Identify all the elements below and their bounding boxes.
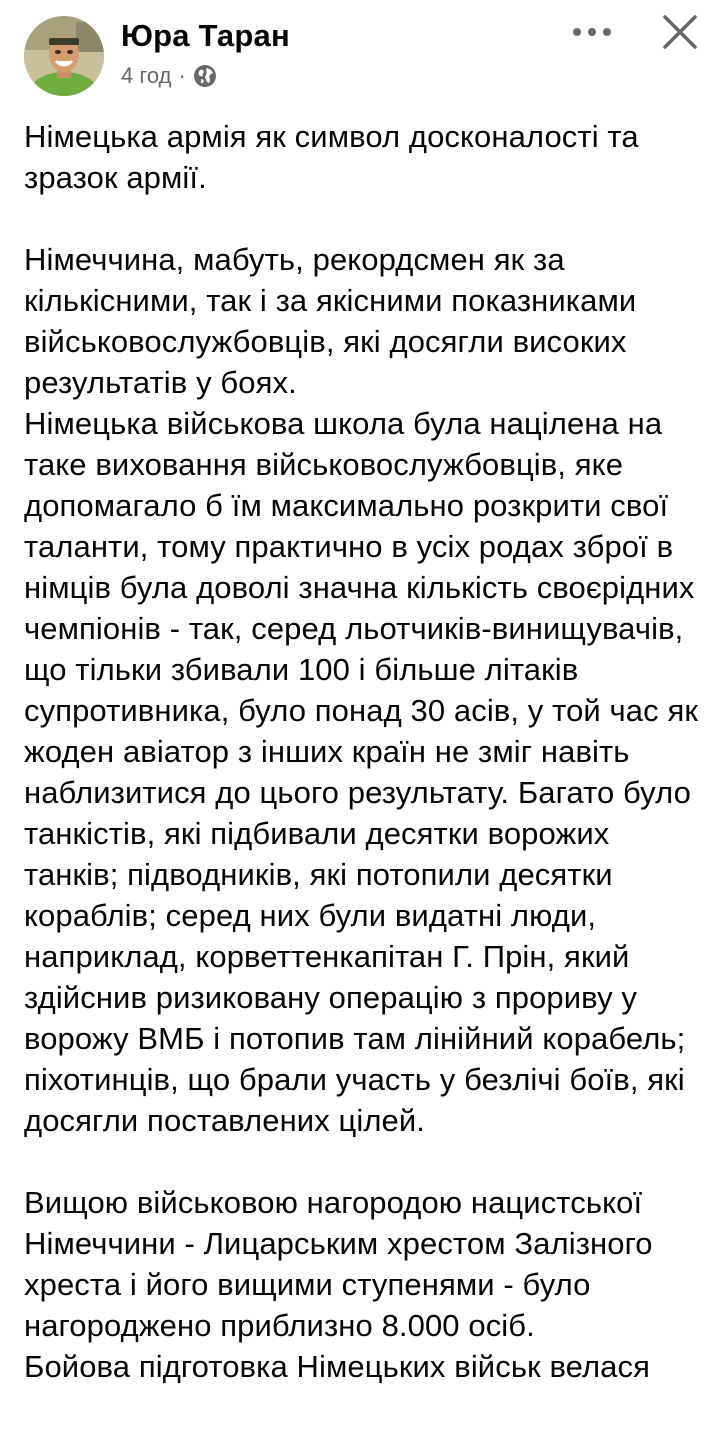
close-button[interactable] bbox=[654, 8, 706, 56]
author-name[interactable]: Юра Таран bbox=[121, 18, 290, 53]
post-paragraph: Німецька армія як символ досконалості та зразок армії. bbox=[24, 119, 639, 195]
post-meta bbox=[121, 60, 217, 92]
post-paragraph: Німеччина, мабуть, рекордсмен як за кількісними, так і за якісними показниками військовослужбовців, які досягли високих результатів у боях. bbox=[24, 242, 637, 400]
meta-separator: · bbox=[178, 63, 186, 88]
post-paragraph: Німецька військова школа була націлена на таке виховання військовослужбовців, яке допомагало б їм максимально розкрити свої таланти, тому практично в усіх родах зброї в німців була доволі значна кількість своєрідних чемпіонів - так, серед льотчиків-винищувачів, що тільки збивали 100 і більше літаків супротивника, було понад 30 асів, у той час як жоден авіатор з інших країн не зміг навіть наблизитися до цього результату. Багато було танкістів, які підбивали десятки ворожих танків; підводників, які потопили десятки кораблів; серед них були видатні люди, наприклад, корветтенкапітан Г. Прін, який здійснив ризиковану операцію з прориву у ворожу ВМБ і потопив там лінійний корабель; піхотинців, що брали участь у безлічі боїв, які досягли поставлених цілей. bbox=[24, 406, 698, 1138]
close-icon bbox=[662, 14, 698, 50]
post-text bbox=[24, 116, 704, 1387]
avatar[interactable] bbox=[24, 16, 104, 96]
globe-icon bbox=[193, 64, 217, 88]
post-header bbox=[0, 0, 720, 110]
post-timestamp[interactable]: 4 год bbox=[121, 63, 172, 88]
post-paragraph: Вищою військовою нагородою нацистської Німеччини - Лицарським хрестом Залізного хреста і його вищими ступенями - було нагороджено приблизно 8.000 осіб. bbox=[24, 1185, 653, 1343]
more-dots-icon bbox=[572, 27, 612, 37]
post-paragraph: Бойова підготовка Німецьких військ велася bbox=[24, 1349, 650, 1384]
avatar-photo bbox=[24, 16, 104, 96]
more-options-button[interactable] bbox=[566, 14, 618, 50]
